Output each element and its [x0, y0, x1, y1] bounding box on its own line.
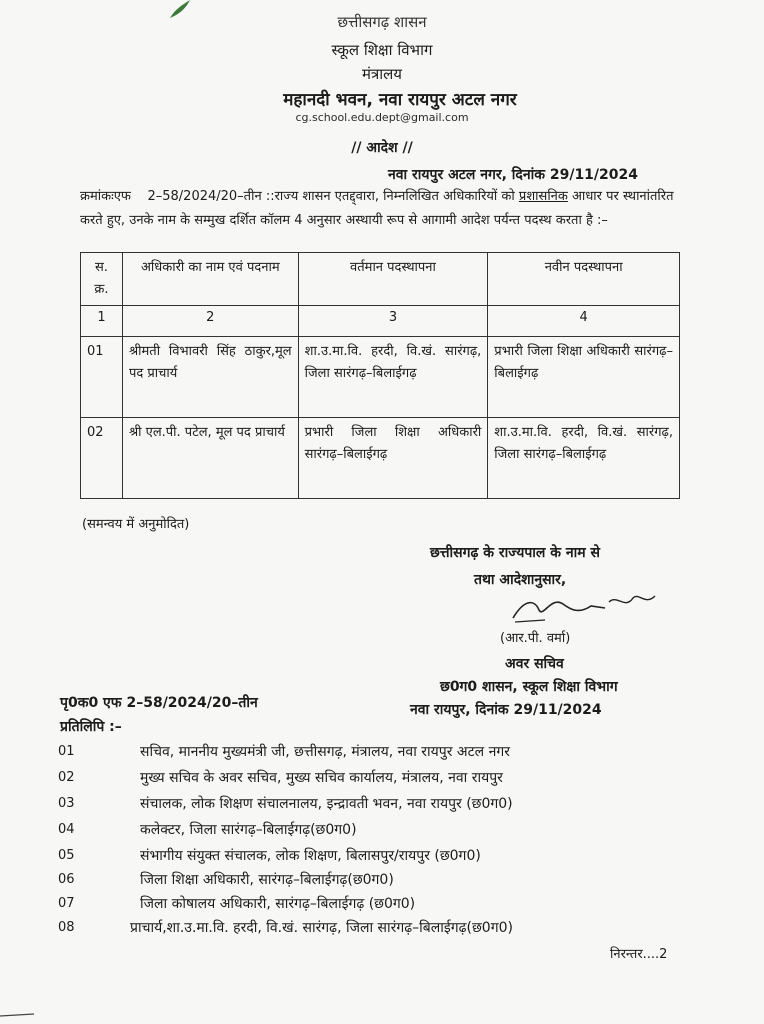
order-number-prefix: क्रमांकःएफ — [80, 189, 131, 204]
header-government: छत्तीसगढ़ शासन — [337, 13, 427, 31]
row-name: श्रीमती विभावरी सिंह ठाकुर,मूल पद प्राचार्य — [122, 337, 298, 418]
header-new: नवीन पदस्थापना — [488, 253, 680, 306]
header-ministry: मंत्रालय — [361, 65, 402, 83]
col-number: 4 — [488, 306, 680, 337]
signatory-designation: अवर सचिव — [505, 656, 564, 672]
copy-item-number: 05 — [58, 848, 75, 863]
row-current-posting: शा.उ.मा.वि. हरदी, वि.खं. सारंगढ़, जिला सारंगढ़–बिलाईगढ़ — [298, 337, 488, 418]
col-number: 3 — [298, 306, 488, 337]
copy-label: प्रतिलिपि :– — [60, 719, 122, 735]
copy-item-number: 07 — [58, 896, 75, 911]
header-address: महानदी भवन, नवा रायपुर अटल नगर — [283, 90, 517, 110]
table-row — [81, 337, 680, 418]
table-row — [81, 418, 680, 499]
order-number: 2–58/2024/20–तीन — [147, 189, 262, 204]
copy-item-number: 01 — [58, 744, 75, 759]
approved-note: (समन्वय में अनुमोदित) — [82, 517, 190, 532]
copy-item-text: मुख्य सचिव के अवर सचिव, मुख्य सचिव कार्यालय, मंत्रालय, नवा रायपुर — [140, 770, 503, 786]
order-para-underlined: प्रशासनिक — [518, 189, 568, 204]
header-department: स्कूल शिक्षा विभाग — [331, 41, 433, 59]
header-sno: स. क्र. — [81, 253, 123, 306]
order-title: // आदेश // — [351, 140, 413, 156]
order-paragraph — [80, 185, 690, 233]
signature-line1: छत्तीसगढ़ के राज्यपाल के नाम से — [430, 545, 600, 561]
continued-note: निरन्तर....2 — [610, 947, 668, 962]
order-para-start: ::राज्य शासन एतद्द्वारा, निम्नलिखित अधिकारियों को — [265, 189, 515, 204]
copy-item-text: प्राचार्य,शा.उ.मा.वि. हरदी, वि.खं. सारंगढ़, जिला सारंगढ़–बिलाईगढ़(छ0ग0) — [130, 920, 513, 936]
copy-item-text: संचालक, लोक शिक्षण संचालनालय, इन्द्रावती भवन, नवा रायपुर (छ0ग0) — [140, 796, 513, 812]
header-email: cg.school.edu.dept@gmail.com — [295, 111, 469, 124]
table-header-row — [81, 253, 680, 306]
header-current: वर्तमान पदस्थापना — [298, 253, 488, 306]
copy-item-text: संभागीय संयुक्त संचालक, लोक शिक्षण, बिलासपुर/रायपुर (छ0ग0) — [140, 848, 481, 864]
signatory-date: नवा रायपुर, दिनांक 29/11/2024 — [410, 702, 602, 718]
row-new-posting: शा.उ.मा.वि. हरदी, वि.खं. सारंगढ़, जिला सारंगढ़–बिलाईगढ़ — [488, 418, 680, 499]
copy-item-number: 04 — [58, 822, 75, 837]
header-name: अधिकारी का नाम एवं पदनाम — [122, 253, 298, 306]
endorsement-number: पृ0क0 एफ 2–58/2024/20–तीन — [60, 695, 258, 711]
col-number: 1 — [81, 306, 123, 337]
copy-item-text: कलेक्टर, जिला सारंगढ़–बिलाईगढ़(छ0ग0) — [140, 822, 357, 838]
row-sno: 02 — [81, 418, 123, 499]
copy-item-number: 02 — [58, 770, 75, 785]
row-name: श्री एल.पी. पटेल, मूल पद प्राचार्य — [122, 418, 298, 499]
copy-item-text: जिला कोषालय अधिकारी, सारंगढ़–बिलाईगढ़ (छ0ग0) — [140, 896, 416, 912]
signature-line2: तथा आदेशानुसार, — [474, 572, 567, 588]
row-current-posting: प्रभारी जिला शिक्षा अधिकारी सारंगढ़–बिलाईगढ़ — [298, 418, 488, 499]
table-col-number-row — [81, 306, 680, 337]
order-para-end: आधार पर स्थानांतरित करते हुए, उनके नाम के सम्मुख दर्शित कॉलम 4 अनुसार अस्थायी रूप से आगामी आदेश पर्यन्त पदस्थ करता है :– — [80, 189, 674, 228]
handwritten-signature — [505, 588, 665, 632]
copy-item-text: जिला शिक्षा अधिकारी, सारंगढ़–बिलाईगढ़(छ0ग0) — [140, 872, 394, 888]
copy-item-number: 08 — [58, 920, 75, 935]
signatory-name: (आर.पी. वर्मा) — [500, 631, 571, 646]
copy-item-number: 06 — [58, 872, 75, 887]
copy-item-number: 03 — [58, 796, 75, 811]
order-place-date: नवा रायपुर अटल नगर, दिनांक 29/11/2024 — [388, 167, 639, 183]
row-new-posting: प्रभारी जिला शिक्षा अधिकारी सारंगढ़–बिलाईगढ़ — [488, 337, 680, 418]
row-sno: 01 — [81, 337, 123, 418]
col-number: 2 — [122, 306, 298, 337]
postings-table — [80, 252, 680, 499]
copy-item-text: सचिव, माननीय मुख्यमंत्री जी, छत्तीसगढ़, मंत्रालय, नवा रायपुर अटल नगर — [140, 744, 510, 760]
signatory-department: छ0ग0 शासन, स्कूल शिक्षा विभाग — [440, 679, 618, 695]
edge-mark — [0, 1010, 36, 1020]
